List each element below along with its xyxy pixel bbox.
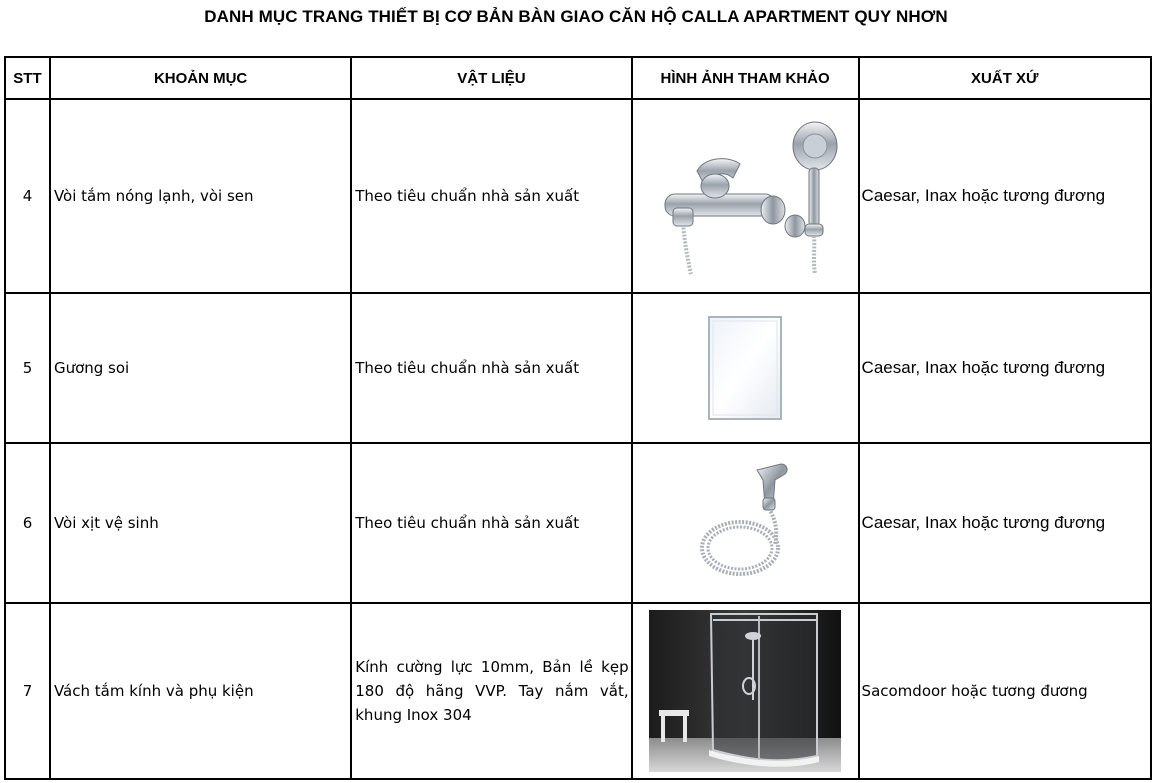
- table-row: [5, 99, 1151, 293]
- row-image: [632, 603, 859, 779]
- row-origin: Sacomdoor hoặc tương đương: [859, 603, 1151, 779]
- row-material: Theo tiêu chuẩn nhà sản xuất: [351, 293, 631, 443]
- row-image: [632, 443, 859, 603]
- row-material: Kính cường lực 10mm, Bản lề kẹp 180 độ hãng VVP. Tay nắm vắt, khung Inox 304: [351, 603, 631, 779]
- row-stt: 6: [5, 443, 50, 603]
- row-image: [632, 293, 859, 443]
- document-title: DANH MỤC TRANG THIẾT BỊ CƠ BẢN BÀN GIAO CĂN HỘ CALLA APARTMENT QUY NHƠN: [204, 7, 948, 26]
- row-origin: Caesar, Inax hoặc tương đương: [859, 443, 1151, 603]
- row-material: Theo tiêu chuẩn nhà sản xuất: [351, 443, 631, 603]
- row-stt: 4: [5, 99, 50, 293]
- header-image: HÌNH ẢNH THAM KHẢO: [632, 57, 859, 99]
- row-stt: 7: [5, 603, 50, 779]
- header-origin: XUẤT XỨ: [859, 57, 1151, 99]
- row-origin: Caesar, Inax hoặc tương đương: [859, 99, 1151, 293]
- shower-enclosure-icon: [649, 610, 841, 772]
- equipment-table: [4, 56, 1152, 780]
- table-row: [5, 443, 1151, 603]
- shower-faucet-icon: [645, 116, 845, 276]
- row-image: [632, 99, 859, 293]
- row-material: Theo tiêu chuẩn nhà sản xuất: [351, 99, 631, 293]
- table-row: [5, 603, 1151, 779]
- bidet-sprayer-icon: [695, 458, 795, 588]
- header-stt: STT: [5, 57, 50, 99]
- row-item: Vách tắm kính và phụ kiện: [50, 603, 351, 779]
- header-material: VẬT LIỆU: [351, 57, 631, 99]
- table-header-row: [5, 57, 1151, 99]
- row-item: Vòi xịt vệ sinh: [50, 443, 351, 603]
- row-stt: 5: [5, 293, 50, 443]
- row-item: Vòi tắm nóng lạnh, vòi sen: [50, 99, 351, 293]
- mirror-icon: [705, 313, 785, 423]
- row-item: Gương soi: [50, 293, 351, 443]
- table-row: [5, 293, 1151, 443]
- header-item: KHOẢN MỤC: [50, 57, 351, 99]
- row-origin: Caesar, Inax hoặc tương đương: [859, 293, 1151, 443]
